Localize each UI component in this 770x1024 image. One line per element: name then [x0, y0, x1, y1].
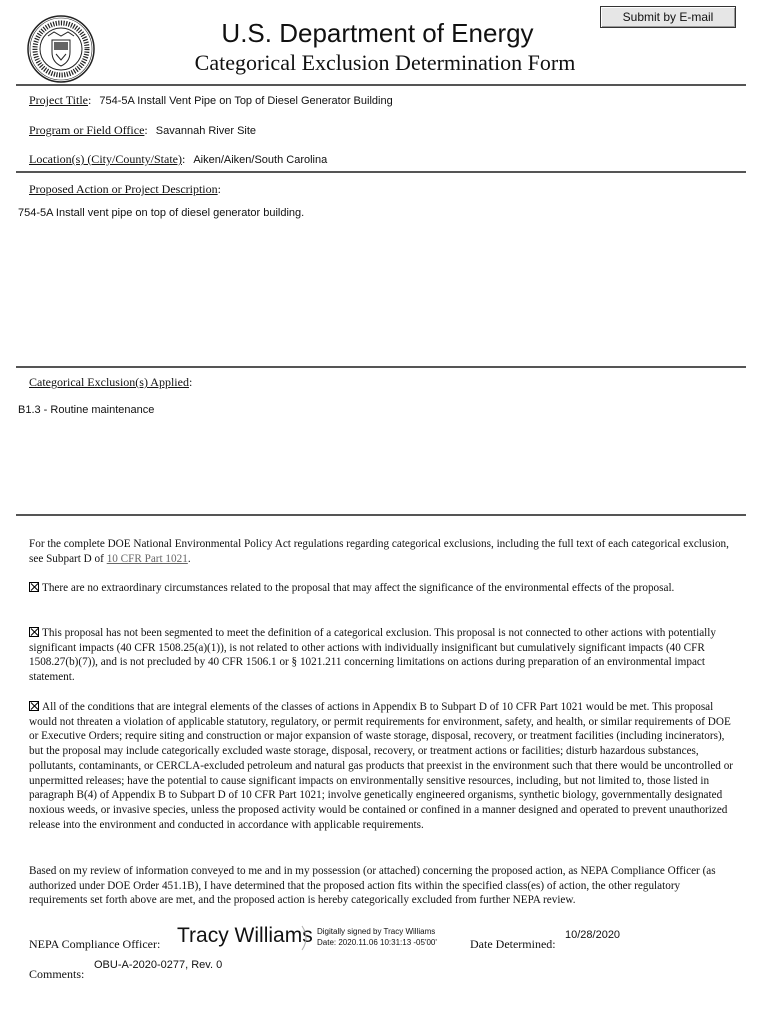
proposed-action-label: Proposed Action or Project Description: [29, 182, 218, 196]
integral-elements-statement: All of the conditions that are integral elements of the classes of actions in Appendix B to Subpart D of 10 CFR Part 1021 would be met. This proposal would not threaten a violation of applicable statutory, regulatory, or permit requirements for environment, safety, and health, or similar requirements of DOE or Executive Orders; require siting and construction or major expansion of waste storage, disposal, recovery, or treatment facilities (including incinerators), but the proposal may include categorically excluded waste storage, disposal, recovery, or treatment actions or facilities; disturb hazardous substances, pollutants, contaminants, or CERCLA-excluded petroleum and natural gas products that preexist in the environment such that there would be uncontrolled or unpermitted releases; have the potential to cause significant impacts on environmentally sensitive resources, including, but not limited to, those listed in paragraph B(4) of Appendix B to Subpart D of 10 CFR Part 1021; involve genetically engineered organisms, synthetic biology, governmentally designated noxious weeds, or invasive species, unless the proposed activity would be contained or confined in a manner designed and operated to prevent unauthorized release into the environment and conducted in accordance with applicable requirements.: [29, 701, 734, 831]
cfr-part-1021-link[interactable]: 10 CFR Part 1021: [106, 552, 188, 565]
exclusions-label: Categorical Exclusion(s) Applied: [29, 375, 189, 389]
proposed-action-field[interactable]: 754-5A Install vent pipe on top of diesel generator building.: [18, 207, 305, 219]
checkbox-checked-icon[interactable]: [29, 701, 39, 711]
location-field[interactable]: Aiken/Aiken/South Carolina: [193, 154, 328, 166]
divider: [16, 171, 746, 173]
date-label: Date Determined:: [470, 937, 556, 951]
divider: [16, 366, 746, 368]
segmentation-statement: This proposal has not been segmented to meet the definition of a categorical exclusion. This proposal is not connected to other actions with potentially significant impacts (40 CFR 1508.25(a)(1)), is not related to other actions with individually insignificant but cumulatively significant impacts (40 CFR 1508.27(b)(7)), and is not precluded by 40 CFR 1506.1 or § 1021.211 concerning limitations on actions during preparation of an environmental impact statement.: [29, 627, 716, 684]
location-row: Location(s) (City/County/State): Aiken/Aiken/South Carolina: [29, 152, 328, 166]
digital-signature-line2: Date: 2020.11.06 10:31:13 -05'00': [317, 938, 437, 947]
project-title-field[interactable]: 754-5A Install Vent Pipe on Top of Diesel Generator Building: [99, 95, 393, 107]
signature-name[interactable]: Tracy Williams: [177, 924, 313, 947]
location-label: Location(s) (City/County/State): [29, 152, 182, 166]
project-title-row: Project Title: 754-5A Install Vent Pipe on Top of Diesel Generator Building: [29, 93, 393, 107]
program-office-label: Program or Field Office: [29, 123, 145, 137]
intro-paragraph: For the complete DOE National Environmental Policy Act regulations regarding categorical exclusions, including the full text of each categorical exclusion, see Subpart D of 10 CFR Part 1021.: [29, 538, 729, 565]
officer-label: NEPA Compliance Officer:: [29, 937, 161, 951]
digital-signature-line1: Digitally signed by Tracy Williams: [317, 927, 436, 936]
divider: [16, 514, 746, 516]
extraordinary-circumstances-statement: There are no extraordinary circumstances related to the proposal that may affect the significance of the environmental effects of the proposal.: [29, 581, 735, 596]
page-title: U.S. Department of Energy: [221, 18, 534, 48]
checkbox-checked-icon[interactable]: [29, 627, 39, 637]
checkbox-checked-icon[interactable]: [29, 582, 39, 592]
date-field[interactable]: 10/28/2020: [565, 929, 621, 941]
proposed-action-heading: Proposed Action or Project Description:: [29, 182, 221, 196]
doe-seal-logo: [26, 14, 96, 84]
exclusions-heading: Categorical Exclusion(s) Applied:: [29, 375, 193, 389]
form-subtitle: Categorical Exclusion Determination Form: [194, 50, 576, 75]
project-title-label: Project Title: [29, 93, 89, 107]
program-office-field[interactable]: Savannah River Site: [155, 125, 257, 137]
comments-field[interactable]: OBU-A-2020-0277, Rev. 0: [94, 959, 223, 971]
exclusions-field[interactable]: B1.3 - Routine maintenance: [18, 404, 155, 416]
signature-bracket-icon: [300, 924, 314, 952]
review-statement: Based on my review of information conveyed to me and in my possession (or attached) concerning the proposed action, as NEPA Compliance Officer (as authorized under DOE Order 451.1B), I have determined that the proposed action fits within the specified class(es) of action, the other regulatory requirements set forth above are met, and the proposed action is hereby categorically excluded from further NEPA review.: [29, 865, 716, 907]
digital-signature-info: [317, 926, 437, 948]
program-office-row: Program or Field Office: Savannah River Site: [29, 123, 257, 137]
comments-label: Comments:: [29, 967, 85, 981]
divider: [16, 84, 746, 86]
submit-email-button[interactable]: Submit by E-mail: [600, 6, 736, 28]
